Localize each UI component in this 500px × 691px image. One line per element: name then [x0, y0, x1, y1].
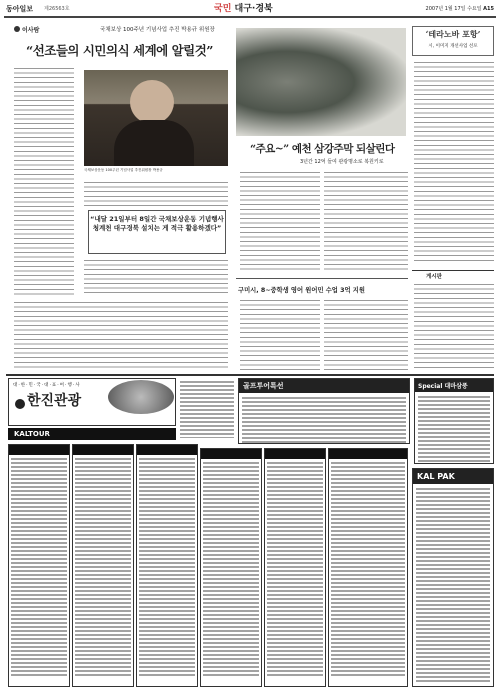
- section-title: 국민 대구·경북: [214, 4, 273, 14]
- ad-column-2: [72, 444, 134, 687]
- headline-right: ‘테라노바 포항’: [425, 29, 481, 39]
- date-page: 2007년 1월 17일 수요일 A15: [425, 6, 494, 12]
- kicker-bullet-icon: [14, 26, 20, 32]
- ad-column-5: [264, 448, 326, 687]
- ad-column-header: [265, 449, 325, 459]
- special-listing: [418, 395, 490, 464]
- kalpak-ad: [412, 468, 494, 687]
- headline: “선조들의 시민의식 세계에 알릴것”: [26, 43, 213, 58]
- subhead-center: 3년간 12억 들여 관광명소로 복원키로: [300, 159, 384, 165]
- hanjin-logo: 한진관광: [27, 393, 82, 409]
- promo-emblem: [108, 380, 174, 414]
- hanjin-logo-icon: [15, 399, 25, 409]
- kalpak-listing: [416, 487, 490, 683]
- golf-ad: [238, 378, 410, 444]
- special-title: Special 대마삼풍: [415, 379, 493, 392]
- ad-listing: [180, 380, 234, 438]
- suit-shape: [114, 120, 194, 166]
- village-trees-photo: [236, 28, 406, 136]
- ad-column-header: [9, 445, 69, 455]
- ad-column-listing: [267, 461, 323, 677]
- center-body-col1: [240, 170, 320, 270]
- pull-quote: “내달 21일부터 8일간 국채보상운동 기념행사 청계천 대구경북 설치는 게 적극 활용하겠다”: [88, 210, 226, 254]
- kalpak-title: KAL PAK: [413, 469, 493, 484]
- issue-number: 제26563호: [44, 6, 70, 12]
- ad-column-1: [8, 444, 70, 687]
- ad-column-header: [137, 445, 197, 455]
- subhead-right: 시, 이미지 개선사업 선포: [428, 44, 478, 49]
- kaltour-bar: KALTOUR: [8, 428, 176, 440]
- subhead: 국채보상 100주년 기념사업 추진 박용규 위원장: [100, 27, 215, 33]
- right-body: [414, 60, 494, 264]
- golf-title: 골프투어특선: [239, 379, 409, 393]
- ad-column-3: [136, 444, 198, 687]
- portrait-photo: [84, 70, 228, 166]
- kicker-label: 이사람: [22, 27, 40, 34]
- article-body-lower: [84, 258, 228, 296]
- headline-mid: 구미시, 8~중학생 영어 원어민 수업 3억 지원: [238, 287, 365, 294]
- rule: [6, 22, 231, 23]
- headline-center: “주요~” 예천 삼강주막 되살린다: [250, 143, 395, 155]
- ad-column-listing: [139, 457, 195, 677]
- article-body-bottom: [14, 300, 228, 370]
- ad-column-4: [200, 448, 262, 687]
- hanjin-tagline: 대·한·민·국·대·표·여·행·사: [13, 383, 81, 388]
- golf-listing: [242, 396, 406, 444]
- notice-label: 게시판: [426, 274, 442, 280]
- article-body-mid: [84, 180, 228, 206]
- photo-caption: 국채보상운동 100주년 기념사업 추진위원장 박용규: [84, 168, 163, 172]
- mid-body-col1: [240, 298, 320, 370]
- special-ad: [414, 378, 494, 464]
- ad-section-rule: [6, 374, 494, 376]
- notice-body: [414, 282, 494, 370]
- article-body-col1: [14, 66, 74, 296]
- ad-column-listing: [75, 457, 131, 677]
- ad-column-listing: [331, 461, 405, 677]
- ad-column-listing: [11, 457, 67, 677]
- mid-body-col2: [324, 298, 408, 370]
- masthead: [4, 2, 496, 18]
- newspaper-brand: 동아일보: [6, 5, 34, 13]
- ad-column-6: [328, 448, 408, 687]
- center-body-col2: [324, 170, 408, 270]
- headline-box: [412, 26, 494, 56]
- divider: [236, 278, 408, 279]
- ad-column-header: [201, 449, 261, 459]
- ad-column-listing: [203, 461, 259, 677]
- ad-column-header: [329, 449, 407, 459]
- face-shape: [130, 80, 174, 124]
- ad-column-header: [73, 445, 133, 455]
